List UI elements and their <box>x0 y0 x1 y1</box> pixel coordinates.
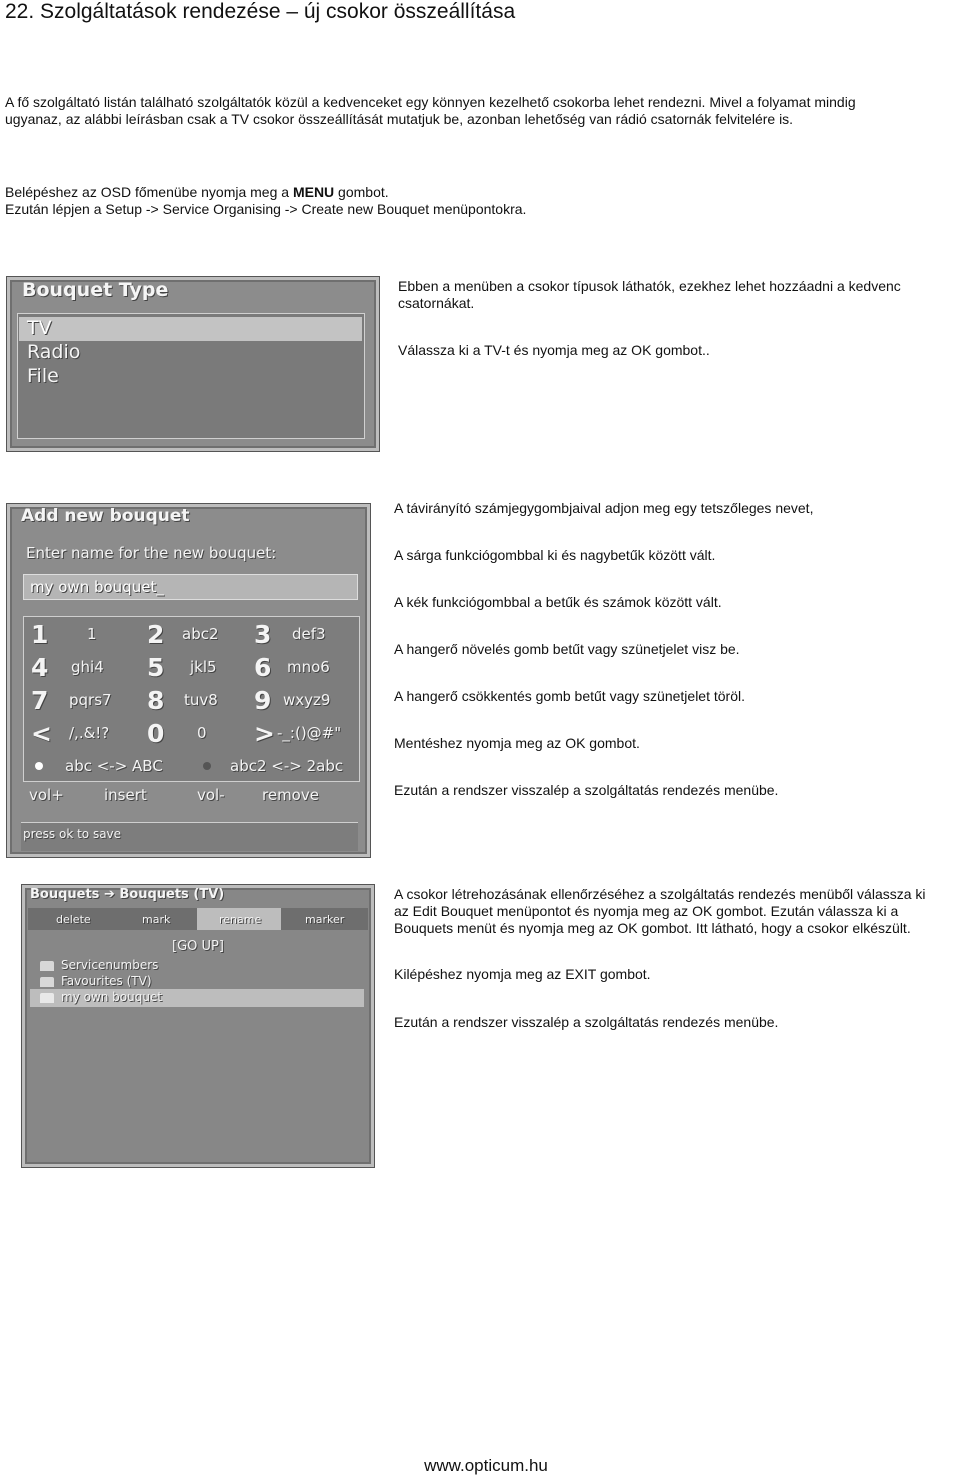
bouquet-type-item-file[interactable]: File <box>27 365 59 387</box>
insert-label[interactable]: insert <box>104 786 147 804</box>
save-hint: press ok to save <box>23 827 122 841</box>
key-8-chars: tuv8 <box>184 691 218 709</box>
intro-line-1: A fő szolgáltató listán található szolgáltatók közül a kedvenceket egy könnyen kezelhető csokorba lehet rendezni. Mivel a folyamat mindig <box>5 94 856 110</box>
key-7-number[interactable]: 7 <box>31 686 49 715</box>
vol-minus-label[interactable]: vol- <box>197 786 225 804</box>
key-6-number[interactable]: 6 <box>254 653 272 682</box>
bouquet-type-item-radio[interactable]: Radio <box>27 341 81 363</box>
tab-rename[interactable]: rename <box>219 913 262 926</box>
add-desc-4: A hangerő növelés gomb betűt vagy szünetjelet visz be. <box>394 641 740 657</box>
bouquet-type-screenshot <box>6 276 380 452</box>
add-desc-3: A kék funkciógombbal a betűk és számok között vált. <box>394 594 722 610</box>
tab-mark[interactable]: mark <box>142 913 171 926</box>
entry-line-1: Belépéshez az OSD főmenübe nyomja meg a MENU gombot. <box>5 184 389 200</box>
exit-instruction: Kilépéshez nyomja meg az EXIT gombot. <box>394 966 651 982</box>
add-bouquet-title: Add new bouquet <box>21 506 190 526</box>
page-title: 22. Szolgáltatások rendezése – új csokor összeállítása <box>5 0 516 23</box>
bouquet-item-servicenumbers[interactable]: Servicenumbers <box>61 958 159 972</box>
key-5-number[interactable]: 5 <box>147 653 165 682</box>
key-0-number[interactable]: 0 <box>147 719 165 748</box>
bouquet-type-instruction: Válassza ki a TV-t és nyomja meg az OK gombot.. <box>398 342 710 358</box>
remove-label[interactable]: remove <box>262 786 319 804</box>
key-6-chars: mno6 <box>287 658 330 676</box>
yellow-dot-icon <box>35 762 43 770</box>
bouquet-type-desc-line-1: Ebben a menüben a csokor típusok láthatók, ezekhez lehet hozzáadni a kedvenc <box>398 278 901 294</box>
key-0-chars: 0 <box>197 724 207 742</box>
key-7-chars: pqrs7 <box>69 691 112 709</box>
key-4-number[interactable]: 4 <box>31 653 49 682</box>
bouquet-type-item-tv[interactable]: TV <box>19 317 362 341</box>
key-1-chars: 1 <box>87 625 97 643</box>
key-9-number[interactable]: 9 <box>254 686 272 715</box>
blue-dot-icon <box>203 762 211 770</box>
add-desc-5: A hangerő csökkentés gomb betűt vagy szünetjelet töröl. <box>394 688 745 704</box>
intro-line-2: ugyanaz, az alábbi leírásban csak a TV csokor összeállítását mutatjuk be, azonban lehetőség van rádió csatornák felvitelére is. <box>5 111 794 127</box>
key-4-chars: ghi4 <box>71 658 104 676</box>
folder-icon <box>40 961 54 971</box>
add-bouquet-prompt: Enter name for the new bouquet: <box>26 544 277 562</box>
key-left-chars: /,.&!? <box>69 724 110 742</box>
key-right-chars: -_:()@#" <box>277 724 342 742</box>
add-desc-7: Ezután a rendszer visszalép a szolgáltatás rendezés menübe. <box>394 782 779 798</box>
key-left-number[interactable]: < <box>31 719 52 748</box>
key-3-chars: def3 <box>292 625 326 643</box>
bouquet-item-my-own[interactable]: my own bouquet <box>61 990 163 1004</box>
bouquets-screenshot <box>21 884 375 1168</box>
key-8-number[interactable]: 8 <box>147 686 165 715</box>
go-up-item[interactable]: [GO UP] <box>172 939 224 954</box>
key-9-chars: wxyz9 <box>283 691 331 709</box>
bouquet-type-title: Bouquet Type <box>22 279 169 301</box>
key-2-chars: abc2 <box>182 625 219 643</box>
key-5-chars: jkl5 <box>190 658 217 676</box>
case-toggle-label[interactable]: abc <-> ABC <box>65 757 163 775</box>
bouquet-item-favourites[interactable]: Favourites (TV) <box>61 974 152 988</box>
footer-url: www.opticum.hu <box>424 1456 548 1475</box>
bouquet-name-value: my own bouquet_ <box>30 578 164 596</box>
entry-line-2: Ezután lépjen a Setup -> Service Organising -> Create new Bouquet menüpontokra. <box>5 201 527 217</box>
vol-plus-label[interactable]: vol+ <box>29 786 64 804</box>
key-2-number[interactable]: 2 <box>147 620 165 649</box>
mode-toggle-label[interactable]: abc2 <-> 2abc <box>230 757 344 775</box>
key-1-number[interactable]: 1 <box>31 620 49 649</box>
bouquet-name-input[interactable] <box>23 574 358 600</box>
bouquets-desc-line-2: az Edit Bouquet menüpontot és nyomja meg az OK gombot. Ezután válassza ki a <box>394 903 899 919</box>
bouquets-desc-line-3: Bouquets menüt és nyomja meg az OK gombot. Itt látható, hogy a csokor elkészült. <box>394 920 911 936</box>
add-desc-6: Mentéshez nyomja meg az OK gombot. <box>394 735 640 751</box>
key-right-number[interactable]: > <box>254 719 275 748</box>
bouquet-type-desc-line-2: csatornákat. <box>398 295 475 311</box>
tab-marker[interactable]: marker <box>305 913 345 926</box>
folder-icon <box>40 977 54 987</box>
tab-delete[interactable]: delete <box>56 913 91 926</box>
add-desc-2: A sárga funkciógombbal ki és nagybetűk között vált. <box>394 547 716 563</box>
menu-key: MENU <box>292 184 335 200</box>
add-desc-1: A távirányító számjegygombjaival adjon meg egy tetszőleges nevet, <box>394 500 814 516</box>
key-3-number[interactable]: 3 <box>254 620 272 649</box>
bouquets-desc-line-1: A csokor létrehozásának ellenőrzéséhez a szolgáltatás rendezés menüből válassza ki <box>394 886 926 902</box>
bouquets-title: Bouquets ➔ Bouquets (TV) <box>30 887 225 902</box>
return-note: Ezután a rendszer visszalép a szolgáltatás rendezés menübe. <box>394 1014 779 1030</box>
add-bouquet-screenshot <box>6 503 371 858</box>
folder-icon <box>40 993 54 1003</box>
